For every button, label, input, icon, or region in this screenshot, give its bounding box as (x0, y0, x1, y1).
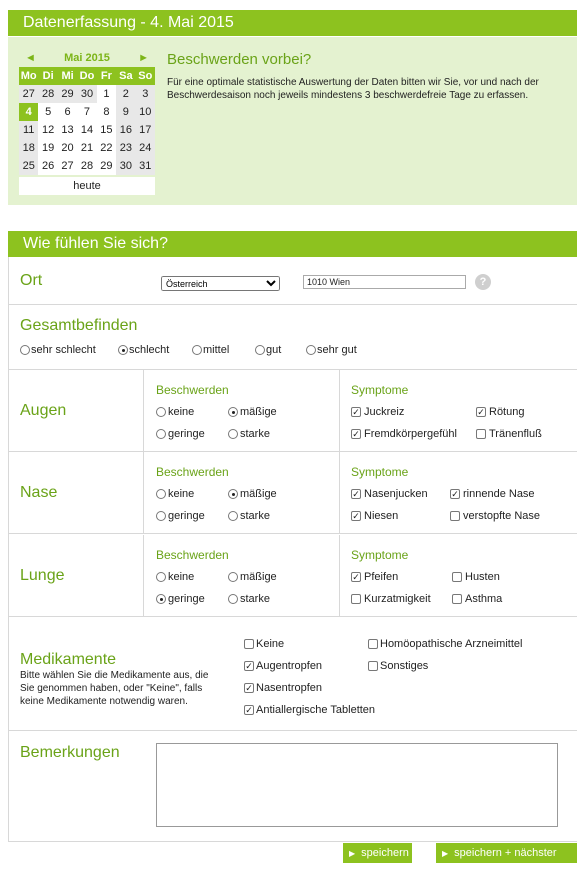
calendar-weekday: Do (77, 67, 96, 85)
row-divider (8, 533, 577, 534)
nase-symptom-checkbox[interactable] (450, 511, 460, 521)
nase-severity-radio[interactable] (156, 489, 166, 499)
calendar-day[interactable]: 27 (58, 157, 77, 175)
gesamtbefinden-option-label: schlecht (129, 344, 170, 356)
augen-symptom-label: Fremdkörpergefühl (364, 428, 457, 440)
augen-symptom-checkbox[interactable]: ✓ (352, 407, 360, 417)
augen-severity-label: starke (240, 428, 270, 440)
calendar-day[interactable]: 21 (77, 139, 96, 157)
calendar-day[interactable]: 19 (38, 139, 57, 157)
lunge-symptom-checkbox[interactable] (351, 594, 361, 604)
symptome-label: Symptome (351, 548, 409, 562)
medikamente-label: Medikamente (20, 651, 117, 668)
gesamtbefinden-option-label: mittel (203, 344, 230, 356)
calendar-day[interactable]: 10 (136, 103, 155, 121)
calendar-day[interactable]: 24 (136, 139, 155, 157)
nase-severity-label: keine (168, 488, 195, 500)
save-button[interactable] (343, 843, 412, 863)
frame-left (8, 257, 9, 842)
augen-severity-label: mäßige (240, 406, 277, 418)
calendar-weekday: Fr (97, 67, 116, 85)
nase-symptom-checkbox[interactable]: ✓ (352, 489, 360, 499)
augen-severity-radio[interactable] (156, 407, 166, 417)
calendar-weekday: Di (38, 67, 57, 85)
augen-symptom-checkbox[interactable]: ✓ (352, 429, 360, 439)
calendar-day[interactable]: 28 (38, 85, 57, 103)
augen-symptom-label: Juckreiz (364, 406, 405, 418)
medikament-checkbox[interactable]: ✓ (245, 661, 253, 671)
lunge-severity-label: keine (168, 571, 195, 583)
lunge-symptom-label: Pfeifen (364, 571, 399, 583)
row-divider (8, 616, 577, 617)
calendar-day[interactable]: 4 (19, 103, 38, 121)
lunge-severity-label: mäßige (240, 571, 277, 583)
calendar-day[interactable]: 8 (97, 103, 116, 121)
nase-symptom-checkbox[interactable]: ✓ (352, 511, 360, 521)
calendar-day[interactable]: 15 (97, 121, 116, 139)
lunge-severity-label: starke (240, 593, 270, 605)
calendar-day[interactable]: 6 (58, 103, 77, 121)
lunge-severity-radio[interactable] (156, 594, 166, 604)
column-divider (339, 370, 340, 452)
calendar-day[interactable]: 23 (116, 139, 135, 157)
nase-severity-label: geringe (168, 510, 205, 522)
column-divider (143, 535, 144, 617)
column-divider (143, 452, 144, 534)
calendar-day[interactable]: 12 (38, 121, 57, 139)
calendar-month-label: Mai 2015 (64, 52, 110, 64)
calendar-day[interactable]: 18 (19, 139, 38, 157)
calendar-weekday: So (136, 67, 155, 85)
nase-symptom-checkbox[interactable]: ✓ (451, 489, 459, 499)
save-next-button[interactable] (436, 843, 577, 880)
lunge-symptom-label: Asthma (465, 593, 503, 605)
calendar-day[interactable]: 1 (97, 85, 116, 103)
medikament-checkbox[interactable]: ✓ (245, 683, 253, 693)
section-title: Wie fühlen Sie sich? (23, 235, 168, 252)
calendar-day[interactable]: 16 (116, 121, 135, 139)
radio-3[interactable] (255, 345, 265, 355)
medikamente-hint: Bitte wählen Sie die Medikamente aus, die Sie genommen haben, oder "Keine", falls keine Medikamente notwendig waren. (20, 670, 209, 707)
calendar-day[interactable]: 27 (19, 85, 38, 103)
augen-severity-radio[interactable] (228, 407, 238, 417)
gesamtbefinden-label: Gesamtbefinden (20, 317, 138, 334)
nase-symptom-label: Nasenjucken (364, 488, 428, 500)
calendar-day[interactable]: 30 (116, 157, 135, 175)
nase-severity-radio[interactable] (228, 489, 238, 499)
medikament-label: Antiallergische Tabletten (256, 704, 376, 716)
calendar-day[interactable]: 20 (58, 139, 77, 157)
medikament-checkbox[interactable]: ✓ (245, 705, 253, 715)
calendar-day[interactable]: 26 (38, 157, 57, 175)
augen-severity-radio[interactable] (228, 429, 238, 439)
calendar-day[interactable]: 9 (116, 103, 135, 121)
calendar-weekday: Mo (19, 67, 38, 85)
section-header-datenerfassung (8, 10, 577, 36)
beschwerden-label: Beschwerden (156, 383, 229, 397)
frame-bottom (8, 841, 577, 842)
medikament-label: Homöopathische Arzneimittel (380, 638, 523, 650)
calendar-day[interactable]: 31 (136, 157, 155, 175)
ort-label: Ort (20, 272, 43, 289)
row-divider (8, 304, 577, 305)
nase-symptom-label: verstopfte Nase (463, 510, 541, 522)
nase-severity-label: starke (240, 510, 270, 522)
lunge-severity-radio[interactable] (228, 594, 238, 604)
city-input[interactable]: 1010 Wien (303, 275, 466, 289)
lunge-severity-radio[interactable] (228, 572, 238, 582)
lunge-label: Lunge (20, 567, 65, 584)
row-divider (8, 451, 577, 452)
help-icon[interactable]: ? (475, 274, 491, 290)
prev-month-icon[interactable]: ◄ (25, 52, 36, 64)
calendar-day[interactable]: 11 (19, 121, 38, 139)
info-title: Beschwerden vorbei? (167, 51, 312, 68)
lunge-symptom-label: Kurzatmigkeit (364, 593, 431, 605)
augen-label: Augen (20, 402, 67, 419)
calendar-day[interactable]: 30 (77, 85, 96, 103)
calendar-weekday: Sa (116, 67, 135, 85)
radio-0[interactable] (20, 345, 30, 355)
medikament-label: Nasentropfen (256, 682, 323, 694)
nase-label: Nase (20, 484, 58, 501)
today-button[interactable]: heute (19, 177, 155, 195)
save-next-label: speichern + nächster Tag (442, 847, 557, 880)
column-divider (339, 452, 340, 534)
calendar-day[interactable]: 5 (38, 103, 57, 121)
country-select[interactable] (161, 276, 280, 291)
calendar-day[interactable]: 29 (97, 157, 116, 175)
lunge-symptom-label: Husten (465, 571, 500, 583)
radio-1[interactable] (118, 345, 128, 355)
bemerkungen-textarea[interactable] (156, 743, 558, 827)
lunge-symptom-checkbox[interactable]: ✓ (352, 572, 360, 582)
symptome-label: Symptome (351, 383, 409, 397)
calendar-weekday: Mi (58, 67, 77, 85)
symptome-label: Symptome (351, 465, 409, 479)
medikament-checkbox[interactable] (368, 639, 378, 649)
nase-severity-label: mäßige (240, 488, 277, 500)
augen-symptom-label: Rötung (489, 406, 525, 418)
nase-symptom-label: rinnende Nase (463, 488, 535, 500)
augen-symptom-checkbox[interactable]: ✓ (477, 407, 485, 417)
radio-4[interactable] (306, 345, 316, 355)
gesamtbefinden-option-label: sehr gut (317, 344, 357, 356)
calendar-day[interactable]: 7 (77, 103, 96, 121)
lunge-symptom-checkbox[interactable] (452, 594, 462, 604)
calendar-day[interactable]: 17 (136, 121, 155, 139)
calendar-day[interactable]: 25 (19, 157, 38, 175)
column-divider (143, 370, 144, 452)
row-divider (8, 730, 577, 731)
play-arrow-icon: ▶ (442, 849, 449, 858)
calendar-day[interactable]: 2 (116, 85, 135, 103)
calendar-day[interactable]: 14 (77, 121, 96, 139)
gesamtbefinden-option-label: sehr schlecht (31, 344, 96, 356)
calendar-day[interactable]: 3 (136, 85, 155, 103)
gesamtbefinden-option-label: gut (266, 344, 282, 356)
bemerkungen-label: Bemerkungen (20, 744, 120, 761)
calendar-day[interactable]: 28 (77, 157, 96, 175)
nase-symptom-label: Niesen (364, 510, 399, 522)
augen-severity-label: keine (168, 406, 195, 418)
lunge-severity-radio[interactable] (156, 572, 166, 582)
calendar-nav (19, 49, 155, 67)
medikament-checkbox[interactable] (244, 639, 254, 649)
medikament-checkbox[interactable] (368, 661, 378, 671)
calendar-day[interactable]: 13 (58, 121, 77, 139)
info-text: Für eine optimale statistische Auswertung der Daten bitten wir Sie, vor und nach der Beschwerdesaison noch jeweils mindestens 3 beschwerdefreie Tage zu erfassen. (167, 77, 539, 101)
augen-severity-label: geringe (168, 428, 205, 440)
beschwerden-label: Beschwerden (156, 465, 229, 479)
augen-severity-radio[interactable] (156, 429, 166, 439)
medikament-label: Augentropfen (256, 660, 323, 672)
nase-severity-radio[interactable] (156, 511, 166, 521)
column-divider (339, 535, 340, 617)
play-arrow-icon: ▶ (349, 849, 356, 858)
row-divider (8, 369, 577, 370)
next-month-icon[interactable]: ► (138, 52, 149, 64)
lunge-severity-label: geringe (168, 593, 205, 605)
medikament-label: Keine (256, 638, 285, 650)
radio-2[interactable] (192, 345, 202, 355)
augen-symptom-label: Tränenfluß (489, 428, 542, 440)
calendar-day[interactable]: 29 (58, 85, 77, 103)
augen-symptom-checkbox[interactable] (476, 429, 486, 439)
beschwerden-label: Beschwerden (156, 548, 229, 562)
medikament-label: Sonstiges (380, 660, 429, 672)
section-header-befinden (8, 231, 577, 257)
calendar-day[interactable]: 22 (97, 139, 116, 157)
section-title: Datenerfassung - 4. Mai 2015 (23, 14, 234, 31)
nase-severity-radio[interactable] (228, 511, 238, 521)
save-label: speichern (361, 847, 409, 859)
lunge-symptom-checkbox[interactable] (452, 572, 462, 582)
